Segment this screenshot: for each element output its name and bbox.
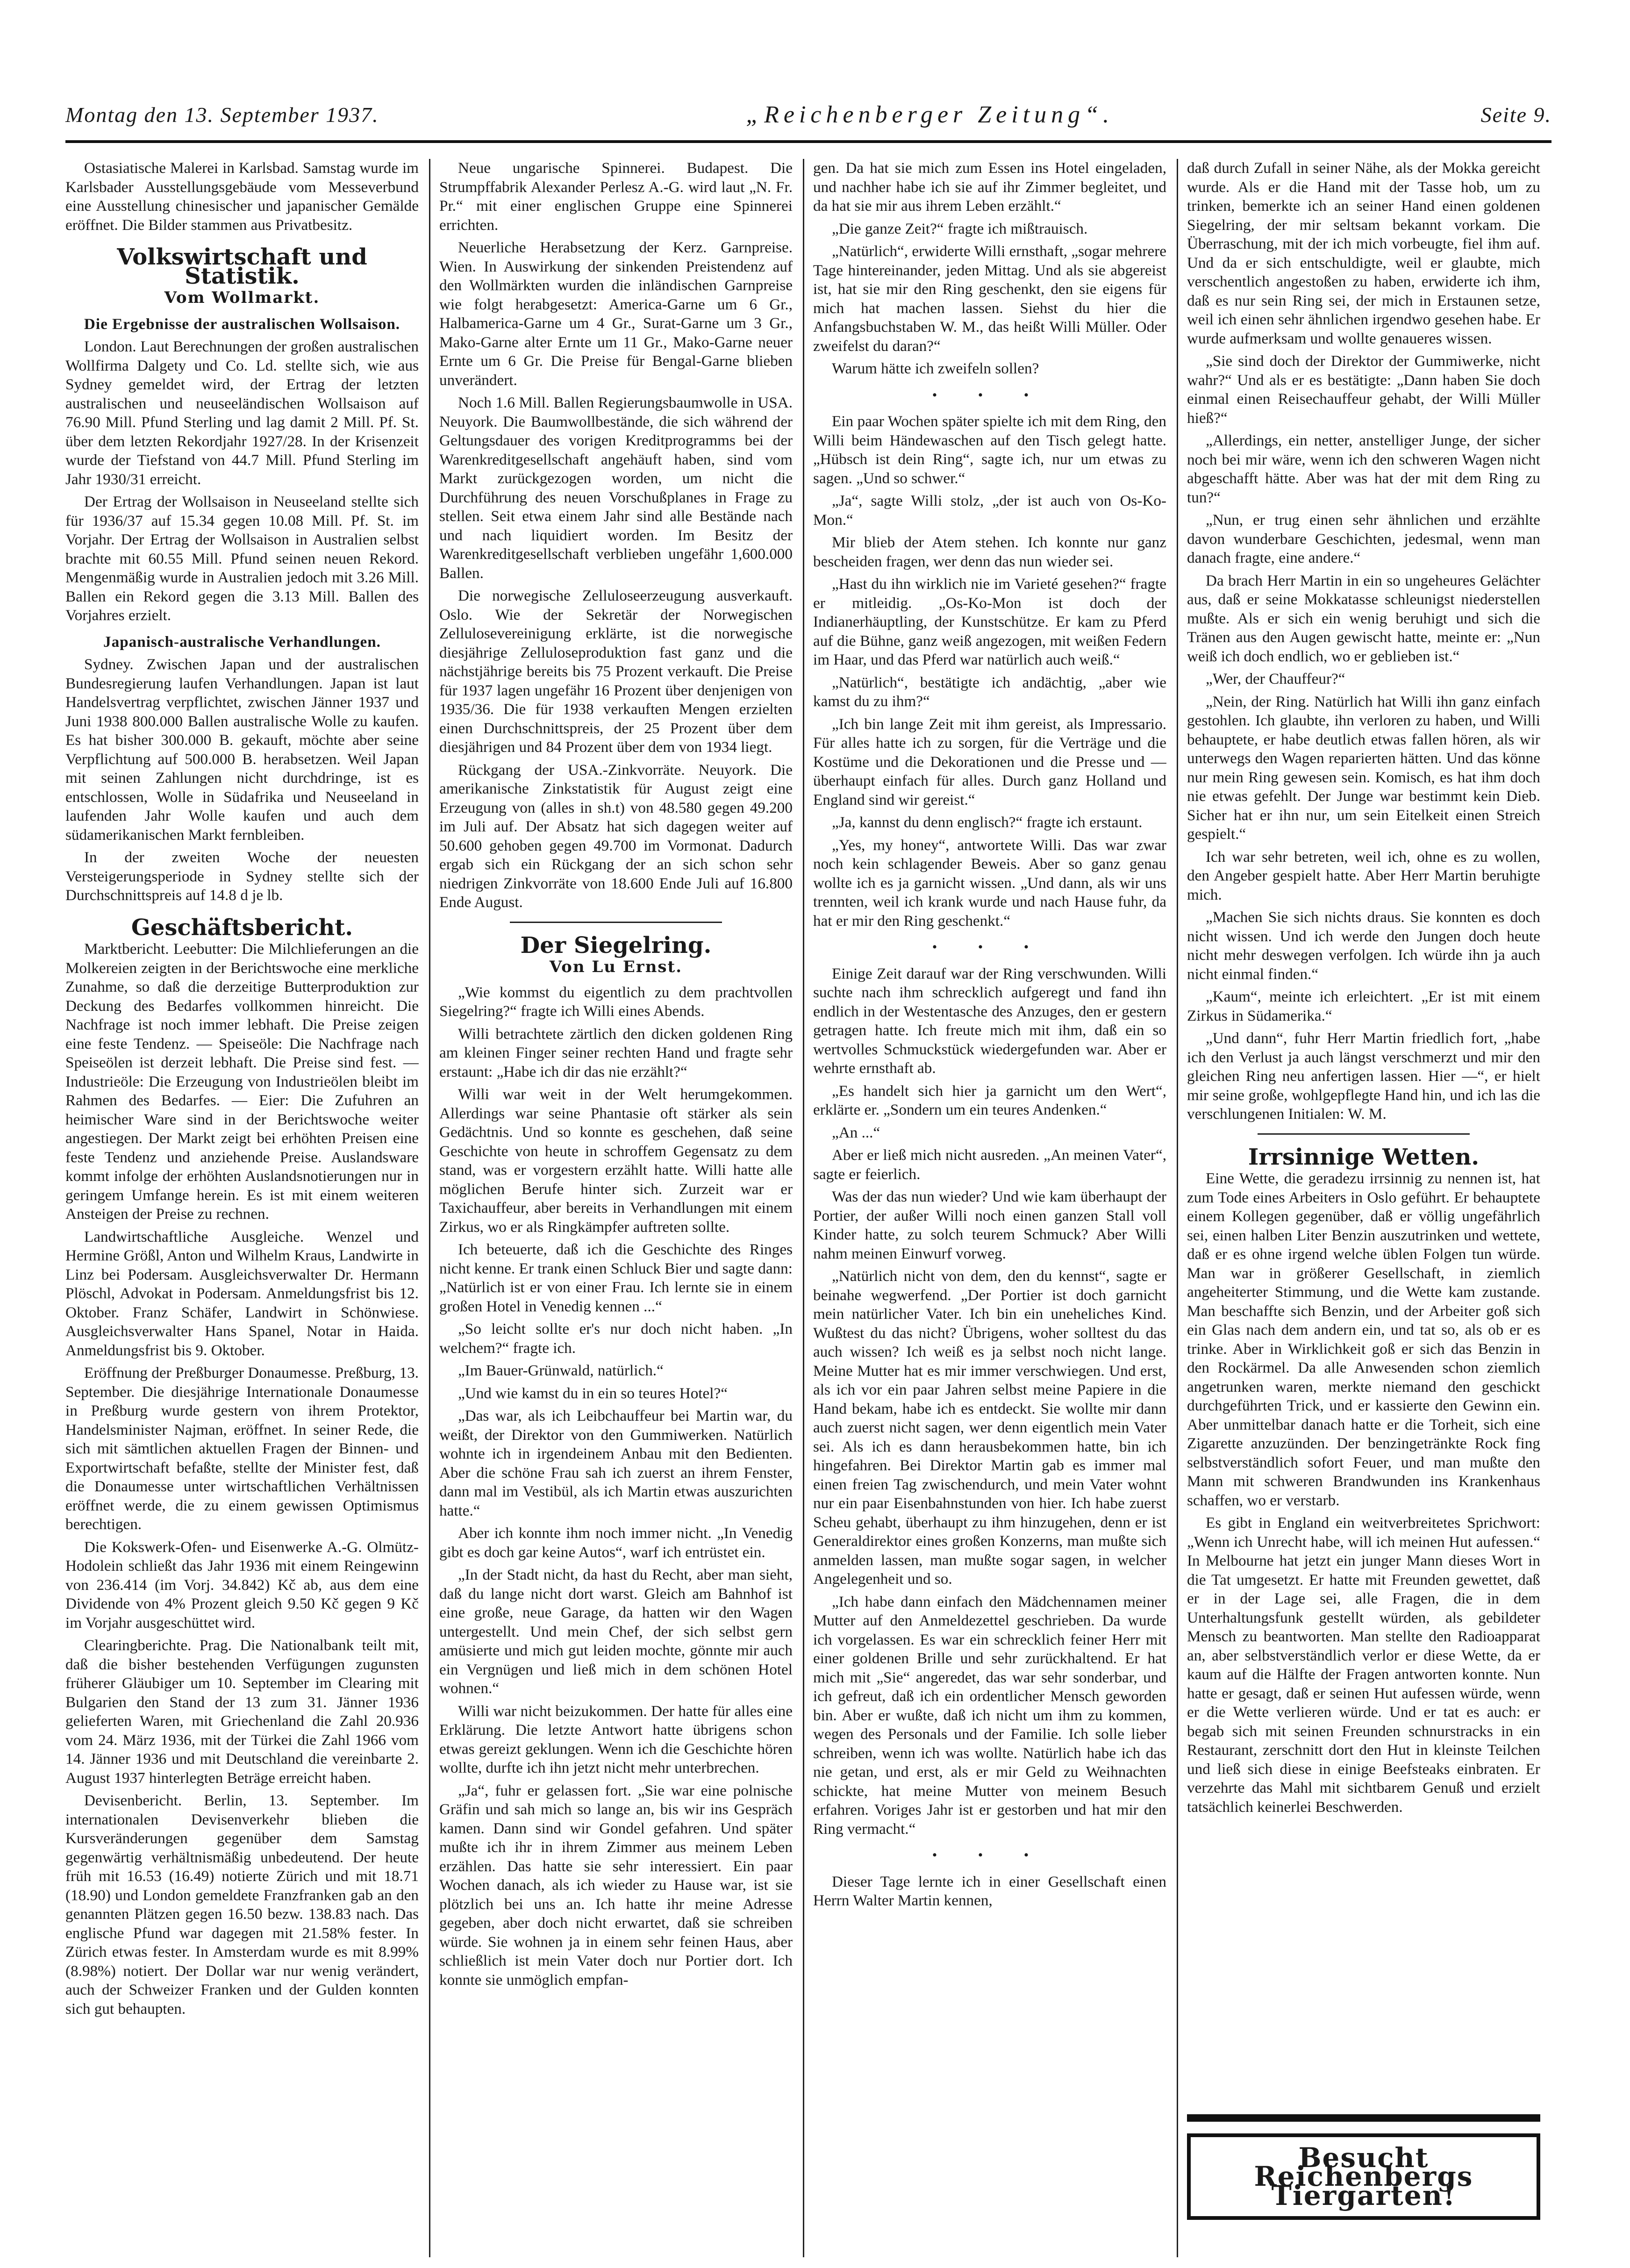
- story-paragraph: Ein paar Wochen später spielte ich mit dem Ring, den Willi beim Händewaschen auf den Tisch gelegt hatte. „Hübsch ist dein Ring“, sagte ich, nur um etwas zu sagen. „Und so schwer.“: [813, 413, 1166, 487]
- column-4: [1187, 159, 1540, 2257]
- article-paragraph: Sydney. Zwischen Japan und der australischen Bundesregierung laufen Verhandlungen. Japan ist laut Handelsvertrag verpflichtet, zwischen Jänner 1937 und Juni 1938 800.000 Ballen australische Wolle zu kaufen. Es hat bisher 300.000 B. gekauft, möchte aber seine Verpflichtung auf 500.000 B. herabsetzen. Weil Japan mit seinen Zahlungen nicht durchdringe, ist es entschlossen, Wolle in Südafrika und Neuseeland in laufenden Jahr Wolle kaufen und auch dem südamerikanischen Markt fernbleiben.: [65, 656, 419, 844]
- section-break-ornament: • • •: [932, 939, 1048, 955]
- story-paragraph: „Die ganze Zeit?“ fragte ich mißtrauisch.: [832, 220, 1088, 237]
- story-title: Der Siegelring.: [520, 932, 712, 959]
- story-paragraph: Dieser Tage lernte ich in einer Gesellschaft einen Herrn Walter Martin kennen,: [813, 1873, 1166, 1909]
- page-header: [65, 89, 1551, 143]
- story-paragraph: Da brach Herr Martin in ein so ungeheures Gelächter aus, daß er seine Mokkatasse schleunigst niederstellen mußte. Als er sich ein wenig beruhigt und sich die Tränen aus den Augen gewischt hatte, meinte er: „Nun weiß ich doch endlich, wo er geblieben ist.“: [1187, 572, 1540, 665]
- story-paragraph: daß durch Zufall in seiner Nähe, als der Mokka gereicht wurde. Als er die Hand mit der Tasse hob, um zu trinken, bemerkte ich an seiner Hand einen goldenen Siegelring, der mir seltsam bekannt vorkam. Die Überraschung, mit der ich mich vorbeugte, fiel ihm auf. Und da er sich entschuldigte, weil er glaubte, mich verschentlich angestoßen zu haben, erwiderte ich ihm, daß es nur sein Ring sei, der mich in Erstaunen setze, weil ich einen sehr ähnlichen irgendwo gesehen habe. Er wurde aufmerksam und wollte genaueres wissen.: [1187, 159, 1540, 347]
- article-paragraph: Der Ertrag der Wollsaison in Neuseeland stellte sich für 1936/37 auf 15.34 gegen 10.08 Mill. Pf. St. im Vorjahr. Der Ertrag der Wollsaison in Australien selbst brachte mit 60.55 Mill. Pfund seinen neuen Rekord. Mengenmäßig wurde in Australien jedoch mit 3.26 Mill. Ballen ein Rekord gegen die 3.13 Mill. Ballen des Vorjahres erzielt.: [65, 493, 419, 624]
- column-rule: [803, 159, 804, 2257]
- story-paragraph: Was der das nun wieder? Und wie kam überhaupt der Portier, der außer Willi noch einen ganzen Stall voll Kinder hatte, zu solch teurem Schmuck? Aber Willi nahm meinen Einwurf vorweg.: [813, 1188, 1166, 1262]
- news-item: Clearingberichte. Prag. Die Nationalbank teilt mit, daß die bisher bestehenden Verfügungen zugunsten früherer Gläubiger um 10. September im Clearing mit Bulgarien den Stand der 13 zum 31. Jänner 1936 gelieferten Waren, mit Griechenland die Zahl 20.936 vom 24. März 1936, mit der Türkei die Zahl 1966 vom 14. Jänner 1936 und mit Deutschland die vereinbarte 2. August 1937 hinterlegten Beträge erreicht haben.: [65, 1637, 419, 1787]
- news-item: Eröffnung der Preßburger Donaumesse. Preßburg, 13. September. Die diesjährige Internationale Donaumesse in Preßburg wurde gestern von ihrem Protektor, Handelsminister Najman, eröffnet. In seiner Rede, die sich mit sämtlichen aktuellen Fragen der Binnen- und Exportwirtschaft befaßte, stellte der Minister fest, daß die Donaumesse unter wirtschaftlichen Verhältnissen eröffnet werde, die zu einem gewissen Optimismus berechtigen.: [65, 1364, 419, 1533]
- story-paragraph: „In der Stadt nicht, da hast du Recht, aber man sieht, daß du lange nicht dort warst. Gleich am Bahnhof ist eine große, neue Garage, da hatten wir den Wagen untergestellt. Und mein Chef, der sich selbst gern amüsierte und mich gut leiden mochte, gönnte mir auch ein Vergnügen und ließ mich in dem schönen Hotel wohnen.“: [439, 1566, 793, 1697]
- story-paragraph: „Sie sind doch der Direktor der Gummiwerke, nicht wahr?“ Und als er es bestätigte: „Dann haben Sie doch einmal einen Reisechauffeur gehabt, der Willi Müller hieß?“: [1187, 352, 1540, 427]
- story-paragraph: „Ja“, fuhr er gelassen fort. „Sie war eine polnische Gräfin und sah mich so lange an, bis wir ins Gespräch kamen. Dann sind wir Gondel gefahren. Und später mußte ich ihr in ihrem Zimmer aus meinem Leben erzählen. Das hatte sie sehr interessiert. Ein paar Wochen danach, als ich wieder zu Hause war, ist sie plötzlich bei uns an. Ich hatte ihr meine Adresse gegeben, aber doch nicht erwartet, daß sie schreiben würde. Sie wohnen ja in einem sehr feinen Haus, aber schließlich ist mein Vater doch nur Portier dort. Ich konnte sie unmöglich empfan-: [439, 1781, 793, 1989]
- story-paragraph: gen. Da hat sie mich zum Essen ins Hotel eingeladen, und nachher habe ich sie auf ihr Zimmer begleitet, und da hat sie mir aus ihrem Leben erzählt.“: [813, 159, 1166, 215]
- news-item: Die norwegische Zelluloseerzeugung ausverkauft. Oslo. Wie der Sekretär der Norwegischen Zellulosevereinigung erklärte, ist die norwegische diesjährige Zelluloseproduktion fast ganz und die nächstjährige bereits bis 75 Prozent verkauft. Die Preise für 1937 lagen ungefähr 16 Prozent über denjenigen von 1935/36. Die für 1938 verkauften Mengen erzielten einen Durchschnittspreis, der 25 Prozent über dem diesjährigen und 84 Prozent über dem von 1934 liegt.: [439, 587, 793, 756]
- story-paragraph: Willi war weit in der Welt herumgekommen. Allerdings war seine Phantasie oft stärker als sein Gedächtnis. Und so konnte es geschehen, daß seine Geschichte von heute in schroffem Gegensatz zu dem stand, was er vorgestern erzählt hatte. Willi hatte alle möglichen Berufe hinter sich. Zurzeit war er Taxichauffeur, aber bereits in Verhandlungen mit einem Zirkus, wo er als Ringkämpfer auftreten sollte.: [439, 1086, 793, 1236]
- story-paragraph: „Hast du ihn wirklich nie im Varieté gesehen?“ fragte er mitleidig. „Os-Ko-Mon ist doch der Indianerhäuptling, der Kunstschütze. Er kam zu Pferd auf die Bühne, ganz weiß angezogen, mit weißen Federn im Haar, und das Pferd war natürlich auch weiß.“: [813, 575, 1166, 668]
- column-rule: [429, 159, 430, 2257]
- column-1: [65, 159, 419, 2257]
- story-paragraph: Willi war nicht beizukommen. Der hatte für alles eine Erklärung. Die letzte Antwort hatte übrigens schon etwas gereizt geklungen. Wenn ich die Geschichte hören wollte, durfte ich ihn jetzt nicht mehr unterbrechen.: [439, 1702, 793, 1776]
- issue-date: Montag den 13. September 1937.: [65, 102, 379, 127]
- article-paragraph: Eine Wette, die geradezu irrsinnig zu nennen ist, hat zum Tode eines Arbeiters in Oslo geführt. Er behauptete einem Kollegen gegenüber, daß er völlig ungefährlich sei, einen halben Liter Benzin auszutrinken und wettete, daß er es ohne irgend welche üblen Folgen tun würde. Man war in größerer Gesellschaft, in ziemlich angeheiterter Stimmung, und die Wette kam zustande. Man beschaffte sich Benzin, und der Arbeiter goß sich ein Glas nach dem andern ein, und tat so, als ob er es trinke. Aber in Wirklichkeit goß er sich das Benzin in den Rockärmel. Da alle Anwesenden schon ziemlich angetrunken waren, merkte niemand den geschickt durchgeführten Trick, und er kassierte den Gewinn ein. Aber unmittelbar danach hatte er die Torheit, sich eine Zigarette anzuzünden. Der benzingetränkte Rock fing selbstverständlich sofort Feuer, und man mußte den Mann mit schweren Brandwunden ins Krankenhaus schaffen, wo er verstarb.: [1187, 1170, 1540, 1509]
- story-paragraph: „So leicht sollte er's nur doch nicht haben. „In welchem?“ fragte ich.: [439, 1320, 793, 1357]
- section-break-ornament: • • •: [932, 1847, 1048, 1863]
- masthead: „Reichenberger Zeitung“.: [746, 101, 1114, 128]
- article-heading: Die Ergebnisse der australischen Wollsaison.: [84, 315, 400, 333]
- story-paragraph: „Natürlich“, erwiderte Willi ernsthaft, „sogar mehrere Tage hintereinander, jeden Mittag. Und als sie abgereist ist, hat sie mir den Ring geschenkt, den sie eigens für mich hat machen lassen. Siehst du hier die Anfangsbuchstaben W. M., das heißt Willi Müller. Oder zweifelst du daran?“: [813, 243, 1166, 355]
- news-item: Neue ungarische Spinnerei. Budapest. Die Strumpffabrik Alexander Perlesz A.-G. wird laut „N. Fr. Pr.“ mit einer englischen Gruppe eine Spinnerei errichten.: [439, 159, 793, 234]
- page-number: Seite 9.: [1480, 102, 1551, 127]
- news-item: Noch 1.6 Mill. Ballen Regierungsbaumwolle in USA. Neuyork. Die Baumwollbestände, die sich während der Geltungsdauer des vorigen Kreditprogramms bei der Warenkreditgesellschaft angehäuft haben, sind vom Markt zurückgezogen worden, um nicht die Durchführung des neuen Vorschußplanes in Frage zu stellen. Seit etwa einem Jahr sind alle Bestände nach und nach liquidiert worden. Im Besitz der Warenkreditgesellschaft verblieben ungefähr 1,600.000 Ballen.: [439, 394, 793, 582]
- story-paragraph: „Es handelt sich hier ja garnicht um den Wert“, erklärte er. „Sondern um ein teures Andenken.“: [813, 1082, 1166, 1118]
- story-paragraph: Einige Zeit darauf war der Ring verschwunden. Willi suchte nach ihm schrecklich aufgeregt und fand ihn endlich in der Westentasche des Anzuges, den er gestern getragen hatte. Ich freute mich mit ihm, daß ein so wertvolles Schmuckstück wiedergefunden war. Aber er wehrte ernsthaft ab.: [813, 965, 1166, 1077]
- story-paragraph: „Kaum“, meinte ich erleichtert. „Er ist mit einem Zirkus in Südamerika.“: [1187, 988, 1540, 1024]
- story-paragraph: Warum hätte ich zweifeln sollen?: [832, 360, 1039, 377]
- story-paragraph: „Und wie kamst du in ein so teures Hotel?“: [458, 1384, 728, 1402]
- news-item: Devisenbericht. Berlin, 13. September. Im internationalen Devisenverkehr blieben die Kursveränderungen gegenüber dem Samstag gegenwärtig verhältnismäßig unbedeutend. Der heute früh mit 16.53 (16.49) notierte Zürich und mit 18.71 (18.90) und London gemeldete Franzfranken gab an den genannten Plätzen gegen 16.50 bezw. 138.83 nach. Das englische Pfund war dagegen mit 21.58% fester. In Zürich etwas fester. In Amsterdam wurde es mit 8.99% (8.98%) notiert. Der Dollar war nur wenig verändert, auch der Schweizer Franken und der Gulden konnten sich gut behaupten.: [65, 1792, 419, 2018]
- story-paragraph: „Yes, my honey“, antwortete Willi. Das war zwar noch kein schlagender Beweis. Aber so ganz genau wollte ich es ja garnicht wissen. „Und dann, als wir uns trennten, weil ich krank wurde und nach Hause fuhr, da hat er mir den Ring geschenkt.“: [813, 836, 1166, 930]
- story-paragraph: „Natürlich nicht von dem, den du kennst“, sagte er beinahe wegwerfend. „Der Portier ist doch garnicht mein natürlicher Vater. Ich bin ein uneheliches Kind. Wußtest du das nicht? Übrigens, woher solltest du das auch wissen? Ich weiß es ja selbst noch nicht lange. Meine Mutter hat es mir immer verschwiegen. Und erst, als ich vor ein paar Jahren selbst meine Papiere in die Hand bekam, habe ich es entdeckt. Sie wollte mir dann auch zuerst nicht sagen, wer denn eigentlich mein Vater sei. Als ich es dann herausbekommen hatte, bin ich hingefahren. Bei Direktor Martin gab es immer mal einen freien Tag zwischendurch, und mein Vater wohnt nur ein paar Eisenbahnstunden von hier. Ich habe zuerst Scheu gehabt, überhaupt zu ihm hinzugehen, denn er ist Generaldirektor eines großen Konzerns, man mußte sich anmelden lassen, man mußte sogar sagen, in welcher Angelegenheit und so.: [813, 1267, 1166, 1588]
- story-paragraph: „Ich bin lange Zeit mit ihm gereist, als Impressario. Für alles hatte ich zu sorgen, für die Verträge und die Kostüme und die Dekorationen und die Presse und — überhaupt einfach für alles. Durch ganz Holland und England sind wir gereist.“: [813, 715, 1166, 808]
- story-paragraph: „Nun, er trug einen sehr ähnlichen und erzählte davon wunderbare Geschichten, jedesmal, wenn man danach fragte, eine andere.“: [1187, 511, 1540, 566]
- story-paragraph: Ich war sehr betreten, weil ich, ohne es zu wollen, den Angeber gespielt hatte. Aber Herr Martin beruhigte mich.: [1187, 848, 1540, 903]
- story-paragraph: „Natürlich“, bestätigte ich andächtig, „aber wie kamst du zu ihm?“: [813, 673, 1166, 710]
- column-3: [813, 159, 1166, 2257]
- story-paragraph: „Machen Sie sich nichts draus. Sie konnten es doch nicht wissen. Und ich werde den Jungen doch heute nicht mehr deswegen verfolgen. Ich würde ihn ja auch nicht einmal finden.“: [1187, 909, 1540, 983]
- story-paragraph: Mir blieb der Atem stehen. Ich konnte nur ganz bescheiden fragen, wer denn das nun wieder sei.: [813, 534, 1166, 570]
- newspaper-page: [65, 89, 1551, 2257]
- divider: [1258, 1133, 1470, 1135]
- section-break-ornament: • • •: [932, 387, 1048, 403]
- story-paragraph: Aber er ließ mich nicht ausreden. „An meinen Vater“, sagte er feierlich.: [813, 1146, 1166, 1183]
- article-heading: Japanisch-australische Verhandlungen.: [103, 633, 381, 651]
- story-paragraph: „Ich habe dann einfach den Mädchennamen meiner Mutter auf den Anmeldezettel geschrieben. Da wurde ich vorgelassen. Es war ein schrecklich feiner Herr mit einer goldenen Brille und sehr zurückhaltend. Er hat mich mit „Sie“ angeredet, das war sehr sonderbar, und ich gefreut, daß ich ein ordentlicher Mensch geworden bin. Aber er wußte, daß ich nicht um ihm zu kommen, wegen des Personals und der Familie. Ich solle lieber schreiben, wenn ich was wollte. Natürlich habe ich das nie getan, und erst, als er mir Geld zu Weihnachten schickte, hat meine Mutter von meinem Besuch erfahren. Voriges Jahr ist er gestorben und hat mir den Ring vermacht.“: [813, 1593, 1166, 1838]
- story-paragraph: „Ja, kannst du denn englisch?“ fragte ich erstaunt.: [832, 814, 1143, 831]
- story-paragraph: „Ja“, sagte Willi stolz, „der ist auch von Os-Ko-Mon.“: [813, 492, 1166, 529]
- story-paragraph: Ich beteuerte, daß ich die Geschichte des Ringes nicht kenne. Er trank einen Schluck Bier und sagte dann: „Natürlich ist er von einer Frau. Ich lernte sie in einem großen Hotel in Venedig kennen ...“: [439, 1241, 793, 1315]
- section-title: Geschäftsbericht.: [131, 914, 353, 941]
- story-paragraph: „Und dann“, fuhr Herr Martin friedlich fort, „habe ich den Verlust ja auch längst verschmerzt und mir den gleichen Ring neu anfertigen lassen. Hier —“, er hielt mir seine große, wohlgepflegte Hand hin, und ich las die verschlungenen Initialen: W. M.: [1187, 1030, 1540, 1123]
- story-paragraph: „Nein, der Ring. Natürlich hat Willi ihn ganz einfach gestohlen. Ich glaubte, ihn verloren zu haben, und Willi behauptete, er habe deutlich etwas fallen hören, als wir unterwegs den Wagen reparierten hätten. Und das könne nur mein Ring gewesen sein. Komisch, es hat ihm doch nie etwas gefehlt. Der Junge war bestimmt kein Dieb. Sicher hat er ihn nur, um sein Eitelkeit einen Streich gespielt.“: [1187, 693, 1540, 843]
- column-2: [439, 159, 793, 2257]
- news-item: Marktbericht. Leebutter: Die Milchlieferungen an die Molkereien zeigten in der Berichtswoche eine merkliche Zunahme, so daß die derzeitige Butterproduktion zur Deckung des Bedarfes vollkommen hinreicht. Die Nachfrage ist noch immer lebhaft. Die Preise zeigen eine feste Tendenz. — Speiseöle: Die Nachfrage nach Speiseölen ist derzeit lebhaft. Die Preise sind fest. — Industrieöle: Die Erzeugung von Industrieölen bleibt im Rahmen des Bedarfes. — Eier: Die Zufuhren an heimischer Ware sind in der Berichtswoche weiter angestiegen. Der Markt zeigt bei erhöhten Preisen eine feste Tendenz und anziehende Preise. Auslandsware kommt infolge der erhöhten Auslandsnotierungen nur in geringem Umfange herein. Es ist mit einem weiteren Ansteigen der Preise zu rechnen.: [65, 940, 419, 1223]
- story-paragraph: „Im Bauer-Grünwald, natürlich.“: [458, 1362, 664, 1379]
- news-item: Neuerliche Herabsetzung der Kerz. Garnpreise. Wien. In Auswirkung der sinkenden Preistendenz auf den Wollmärkten wurden die inländischen Garnpreise wie folgt herabgesetzt: America-Garne um 6 Gr., Halbamerica-Garne um 4 Gr., Surat-Garne um 3 Gr., Mako-Garne alter Ernte um 11 Gr., Mako-Garne neuer Ernte um 6 Gr. Die Preise für Bengal-Garne blieben unverändert.: [439, 239, 793, 389]
- story-paragraph: „Wie kommst du eigentlich zu dem prachtvollen Siegelring?“ fragte ich Willi eines Abends.: [439, 983, 793, 1020]
- story-paragraph: „Allerdings, ein netter, anstelliger Junge, der sicher noch bei mir wäre, wenn ich den schweren Wagen nicht abgeschafft hätte. Aber was hat der mit dem Ring zu tun?“: [1187, 432, 1540, 506]
- section-subtitle: Vom Wollmarkt.: [164, 288, 320, 307]
- columns: [65, 159, 1551, 2257]
- advertisement-box: Besucht Reichenbergs Tiergarten!: [1187, 2133, 1540, 2220]
- news-item: Landwirtschaftliche Ausgleiche. Wenzel und Hermine Größl, Anton und Wilhelm Kraus, Landwirte in Linz bei Podersam. Ausgleichsverwalter Dr. Hermann Plöschl, Advokat in Podersam. Anmeldungsfrist bis 12. Oktober. Franz Schäfer, Landwirt in Schönwiese. Ausgleichsverwalter Hans Spanel, Notar in Haida. Anmeldungsfrist bis 9. Oktober.: [65, 1228, 419, 1359]
- news-item: Ostasiatische Malerei in Karlsbad. Samstag wurde im Karlsbader Ausstellungsgebäude vom Messeverbund eine Ausstellung chinesischer und japanischer Gemälde eröffnet. Die Bilder stammen aus Privatbesitz.: [65, 159, 419, 234]
- section-title: Volkswirtschaft und Statistik.: [117, 244, 367, 289]
- article-title: Irrsinnige Wetten.: [1248, 1144, 1480, 1170]
- story-paragraph: „An ...“: [832, 1123, 880, 1141]
- article-paragraph: In der zweiten Woche der neuesten Versteigerungsperiode in Sydney stellte sich der Durchschnittspreis auf 14.8 d je lb.: [65, 849, 419, 904]
- story-paragraph: Willi betrachtete zärtlich den dicken goldenen Ring am kleinen Finger seiner rechten Hand und fragte sehr erstaunt: „Habe ich dir das nie erzählt?“: [439, 1025, 793, 1080]
- column-rule: [1177, 159, 1178, 2257]
- news-item: Rückgang der USA.-Zinkvorräte. Neuyork. Die amerikanische Zinkstatistik für August zeigt eine Erzeugung von (alles in sh.t) von 48.580 gegen 49.200 im Juli auf. Der Absatz hat sich dagegen weiter auf 50.600 gehoben gegen 49.700 im Vormonat. Dadurch ergab sich ein Rückgang der an sich schon sehr niedrigen Zinkvorräte von 18.600 Ende Juli auf 16.800 Ende August.: [439, 761, 793, 911]
- story-author: Von Lu Ernst.: [549, 958, 683, 976]
- divider: [510, 922, 722, 923]
- story-paragraph: Aber ich konnte ihm noch immer nicht. „In Venedig gibt es doch gar keine Autos“, warf ich entrüstet ein.: [439, 1524, 793, 1561]
- story-paragraph: „Das war, als ich Leibchauffeur bei Martin war, du weißt, der Direktor von den Gummiwerken. Natürlich wohnte ich in irgendeinem Anbau mit den Bedienten. Aber die schöne Frau sah ich zuerst an ihrem Fenster, dann mal im Vestibül, als ich Martin etwas auszurichten hatte.“: [439, 1407, 793, 1519]
- story-paragraph: „Wer, der Chauffeur?“: [1206, 670, 1345, 687]
- ad-rule: [1187, 2114, 1540, 2122]
- article-paragraph: Es gibt in England ein weitverbreitetes Sprichwort: „Wenn ich Unrecht habe, will ich meinen Hut aufessen.“ In Melbourne hat jetzt ein junger Mann dieses Wort in die Tat umgesetzt. Er hatte mit Freunden gewettet, daß er in der Lage sei, alle Fragen, die in dem Unterhaltungsfunk gestellt würden, als gebildeter Mensch zu beantworten. Man stellte den Radioapparat an, aber selbstverständlich verlor er diese Wette, da er kaum auf die Hälfte der Fragen antworten konnte. Nun hatte er gesagt, daß er seinen Hut aufessen würde, wenn er die Wette verlieren würde. Und er tat es auch: er begab sich mit seinen Freunden schnurstracks in ein Restaurant, zerschnitt dort den Hut in kleinste Teilchen und ließ sich diese in einige Beefsteaks einbraten. Er verzehrte das Mahl mit sichtbarem Genuß und erzielt tatsächlich keinerlei Beschwerden.: [1187, 1514, 1540, 1816]
- article-paragraph: London. Laut Berechnungen der großen australischen Wollfirma Dalgety und Co. Ld. stellte sich, wie aus Sydney gemeldet wird, der Ertrag der letzten australischen und neuseeländischen Wollsaison auf 76.90 Mill. Pfund Sterling und lag damit 2 Mill. Pf. St. über dem letzten Rekordjahr 1927/28. In der Krisenzeit wurde der Tiefstand von 44.7 Mill. Pfund Sterling im Jahr 1930/31 erreicht.: [65, 338, 419, 488]
- news-item: Die Kokswerk-Ofen- und Eisenwerke A.-G. Olmütz-Hodolein schließt das Jahr 1936 mit einem Reingewinn von 236.414 (im Vorj. 34.842) Kč ab, aus dem eine Dividende von 4% Prozent gleich 9.50 Kč gegen 9 Kč im Vorjahr ausgeschüttet wird.: [65, 1538, 419, 1631]
